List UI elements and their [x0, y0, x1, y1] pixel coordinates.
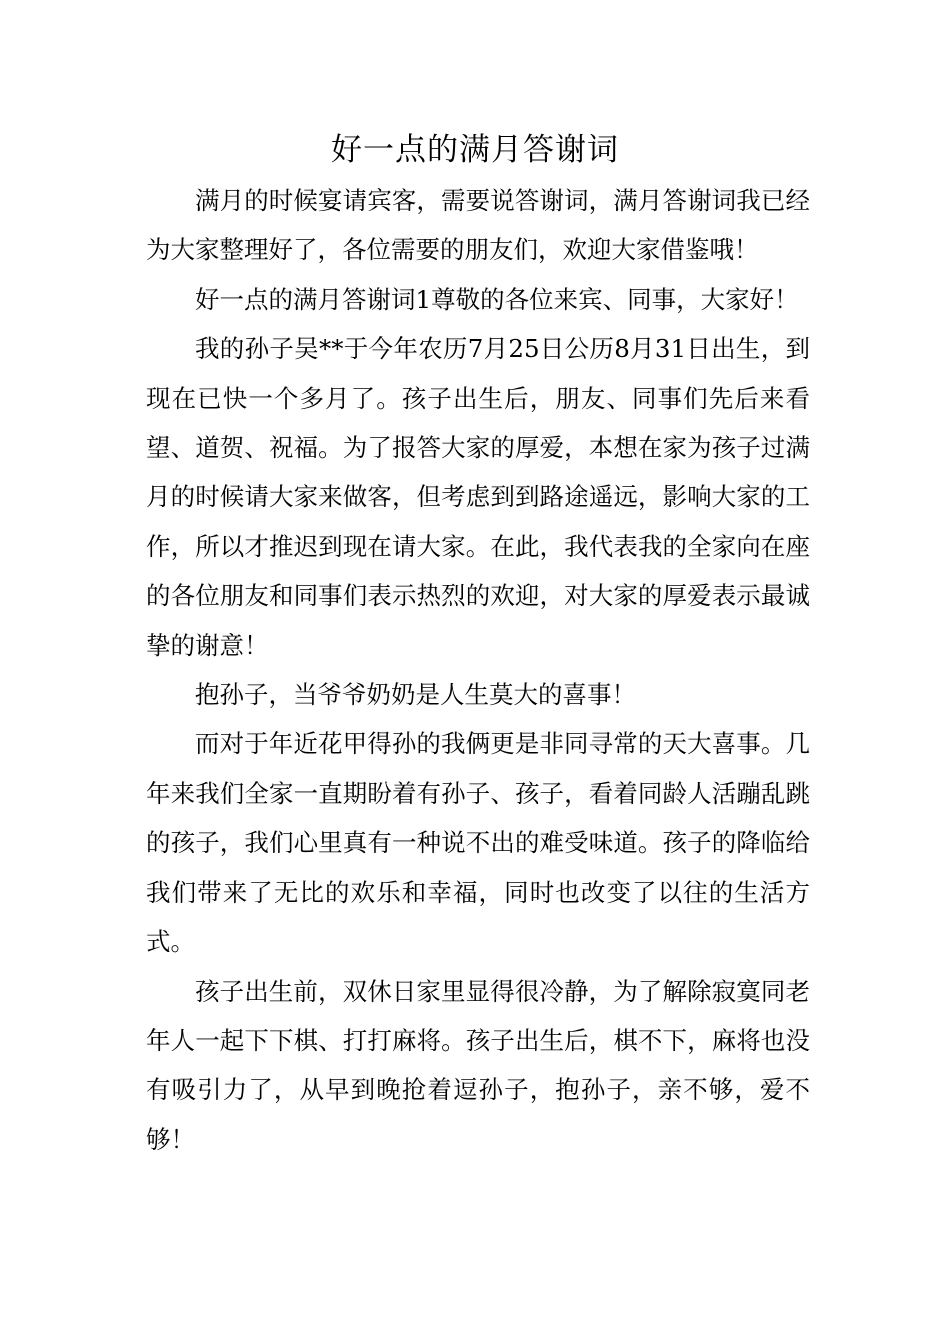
document-body	[146, 176, 810, 1164]
paragraph-grandson-birth: 我的孙子吴**于今年农历7月25日公历8月31日出生，到现在已快一个多月了。孩子出生后，朋友、同事们先后来看望、道贺、祝福。为了报答大家的厚爱，本想在家为孩子过满月的时候请大家来做客，但考虑到到路途遥远，影响大家的工作，所以才推迟到现在请大家。在此，我代表我的全家向在座的各位朋友和同事们表示热烈的欢迎，对大家的厚爱表示最诚挚的谢意！	[146, 334, 810, 660]
paragraph-joy: 抱孙子，当爷爷奶奶是人生莫大的喜事！	[195, 680, 636, 710]
paragraph-greeting: 好一点的满月答谢词1尊敬的各位来宾、同事，大家好！	[195, 284, 799, 314]
paragraph-happiness: 而对于年近花甲得孙的我俩更是非同寻常的天大喜事。几年来我们全家一直期盼着有孙子、孩子，看着同龄人活蹦乱跳的孩子，我们心里真有一种说不出的难受味道。孩子的降临给我们带来了无比的欢乐和幸福，同时也改变了以往的生活方式。	[146, 729, 810, 957]
document-title: 好一点的满月答谢词	[331, 132, 619, 168]
paragraph-intro: 满月的时候宴请宾客，需要说答谢词，满月答谢词我已经为大家整理好了，各位需要的朋友们，欢迎大家借鉴哦！	[146, 186, 810, 265]
paragraph-weekend-life: 孩子出生前，双休日家里显得很冷静，为了解除寂寞同老年人一起下下棋、打打麻将。孩子出生后，棋不下，麻将也没有吸引力了，从早到晚抢着逗孙子，抱孙子，亲不够，爱不够！	[146, 976, 810, 1154]
